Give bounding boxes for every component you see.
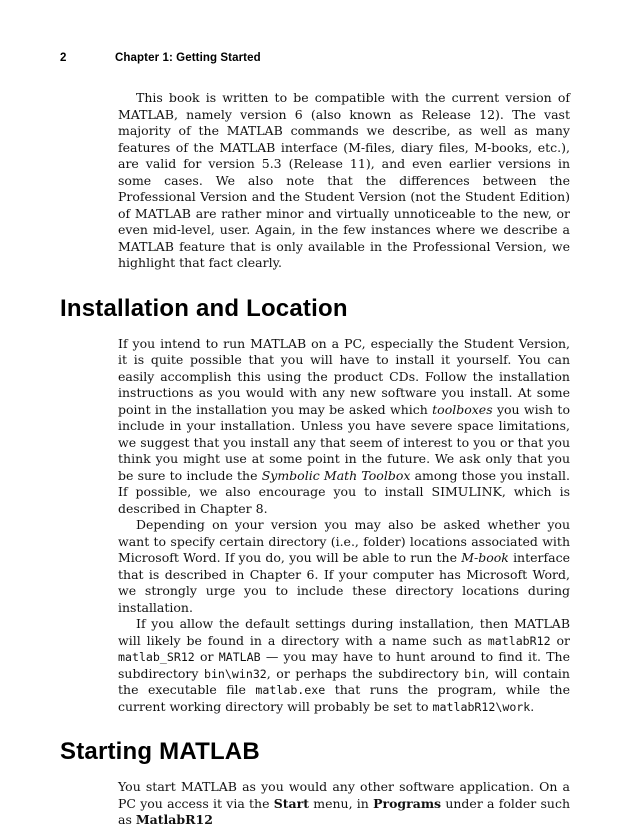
page-body: [60, 90, 570, 829]
section-heading-installation-and-location: Installation and Location: [60, 294, 348, 322]
paragraph-compatibility: This book is written to be compatible with the current version of MATLAB, namely version 6 (also known as Release 12). The vast majority of the MATLAB commands we describe, as well as many features of the MATLAB interface (M-files, diary files, M-books, etc.), are valid for version 5.3 (Release 11), and even earlier versions in some cases. We also note that the differences between the Professional Version and the Student Version (not the Student Edition) of MATLAB are rather minor and virtually unnoticeable to the new, or even mid-level, user. Again, in the few instances where we describe a MATLAB feature that is only available in the Professional Version, we highlight that fact clearly.: [118, 90, 570, 270]
section-heading-starting-matlab: Starting MATLAB: [60, 738, 260, 765]
paragraph-install-pc: If you intend to run MATLAB on a PC, especially the Student Version, it is quite possible that you will have to install it yourself. You can easily accomplish this using the product CDs. Follow the installation instructions as you would with any new software you install. At some point in the installation you may be asked which toolboxes you wish to include in your installation. Unless you have severe space limitations, we suggest that you install any that seem of interest to you or that you think you might use at some point in the future. We ask only that you be sure to include the Symbolic Math Toolbox among those you install. If possible, we also encourage you to install SIMULINK, which is described in Chapter 8.: [118, 335, 570, 516]
page-header: [60, 52, 570, 64]
running-head-title: Chapter 1: Getting Started: [115, 52, 261, 64]
paragraph-word-directories: Depending on your version you may also be asked whether you want to specify certain directory (i.e., folder) locations associated with Microsoft Word. If you do, you will be able to run the M-book interface that is described in Chapter 6. If your computer has Microsoft Word, we strongly urge you to include these directory locations during installation.: [118, 517, 570, 615]
paragraph-start-matlab: You start MATLAB as you would any other software application. On a PC you access it via the Start menu, in Programs under a folder such as MatlabR12: [118, 779, 571, 827]
page-number: 2: [60, 52, 67, 64]
paragraph-default-settings: If you allow the default settings during installation, then MATLAB will likely be found in a directory with a name such as matlabR12 or matlab_SR12 or MATLAB — you may have to hunt around to find it. The subdirectory bin\win32, or perhaps the subdirectory bin, will contain the executable file matlab.exe that runs the program, while the current working directory will probably be set to matlabR12\work.: [118, 616, 570, 714]
